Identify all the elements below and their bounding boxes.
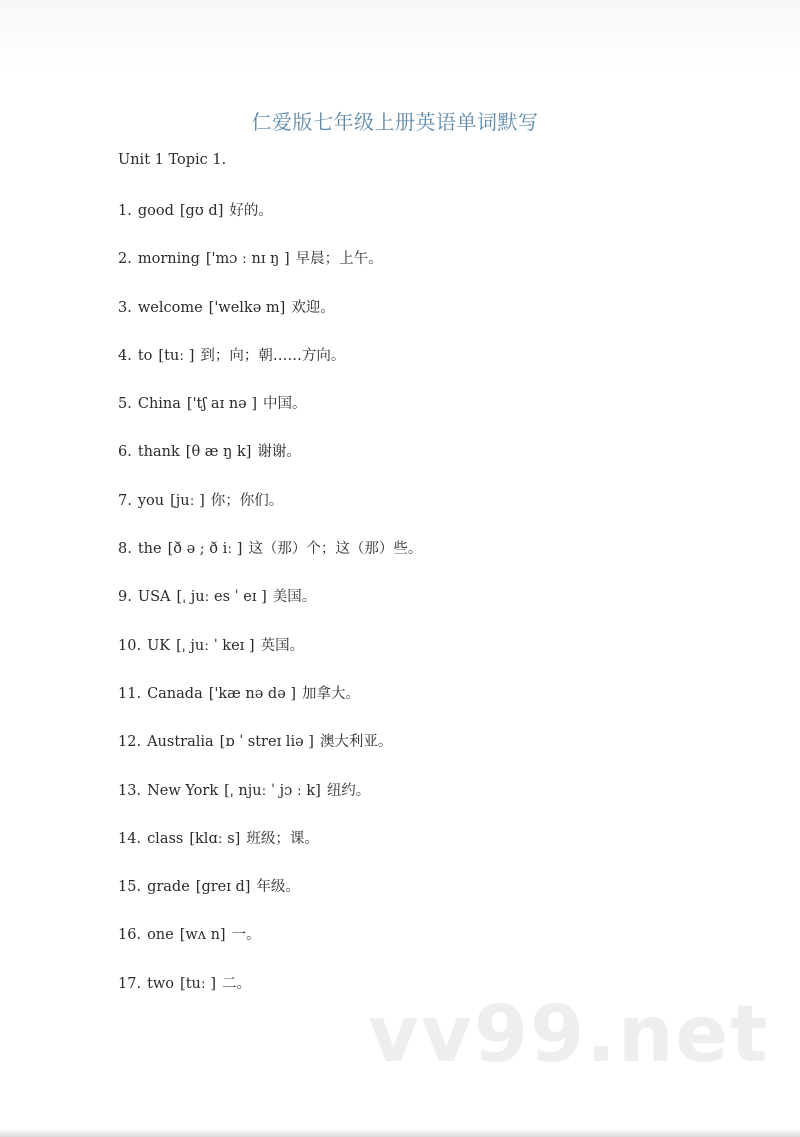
item-number: 9. — [118, 589, 132, 606]
item-meaning: 谢谢。 — [257, 444, 301, 461]
item-word: New York — [147, 782, 219, 799]
item-phonetic: ['kæ nə də ] — [208, 685, 297, 702]
item-meaning: 到；向；朝……方向。 — [200, 347, 346, 364]
item-word: one — [147, 927, 174, 944]
item-word: UK — [147, 637, 171, 654]
item-number: 3. — [118, 299, 132, 316]
vocab-item — [118, 297, 422, 345]
item-number: 7. — [118, 492, 132, 509]
item-number: 15. — [118, 879, 142, 896]
item-word: to — [137, 347, 153, 364]
item-phonetic: [klɑː s] — [189, 830, 241, 847]
item-word: thank — [137, 444, 180, 461]
item-word: morning — [137, 251, 200, 268]
page-bottom-shadow — [0, 1129, 800, 1137]
site-watermark: vv99.net — [368, 990, 770, 1080]
item-phonetic: [tuː ] — [158, 347, 195, 364]
item-meaning: 好的。 — [229, 203, 273, 219]
item-number: 1. — [118, 203, 132, 219]
item-word: welcome — [137, 299, 203, 316]
vocab-item — [118, 538, 422, 586]
vocab-item — [118, 345, 422, 393]
item-number: 11. — [118, 685, 142, 702]
vocab-item — [118, 441, 422, 489]
document-title: 仁爱版七年级上册英语单词默写 — [251, 110, 539, 134]
item-number: 5. — [118, 396, 132, 413]
item-number: 12. — [118, 734, 142, 751]
item-number: 8. — [118, 541, 132, 558]
item-phonetic: [ð ə ; ð iː ] — [167, 541, 243, 558]
item-phonetic: [ˌ juː ˈ keɪ ] — [176, 637, 255, 654]
item-number: 16. — [118, 927, 142, 944]
item-number: 17. — [118, 975, 142, 992]
item-phonetic: [juː ] — [170, 492, 205, 509]
item-meaning: 这（那）个；这（那）些。 — [248, 541, 423, 558]
item-meaning: 澳大利亚。 — [319, 734, 393, 751]
item-word: the — [137, 541, 162, 558]
item-number: 10. — [118, 637, 142, 654]
item-word: class — [147, 830, 184, 847]
item-number: 2. — [118, 251, 132, 268]
vocab-item — [118, 828, 422, 876]
item-word: Canada — [147, 685, 203, 702]
item-meaning: 美国。 — [272, 589, 317, 606]
item-phonetic: [greɪ d] — [195, 879, 251, 896]
item-meaning: 年级。 — [256, 879, 300, 896]
item-meaning: 早晨；上午。 — [295, 251, 383, 268]
vocab-item — [118, 248, 422, 296]
item-number: 13. — [118, 782, 142, 799]
vocab-item — [118, 731, 422, 779]
item-phonetic: [ˌ juː es ˈ eɪ ] — [176, 589, 267, 606]
item-meaning: 二。 — [222, 975, 252, 992]
item-meaning: 英国。 — [260, 637, 305, 654]
item-word: Australia — [147, 734, 214, 751]
item-phonetic: [tuː ] — [180, 975, 217, 992]
page-top-shadow — [0, 0, 800, 70]
unit-heading: Unit 1 Topic 1. — [118, 152, 227, 168]
item-phonetic: [ˌ njuː ˈ jɔ ː k] — [224, 782, 321, 799]
item-phonetic: [θ æ ŋ k] — [185, 444, 252, 461]
item-phonetic: ['tʃ aɪ nə ] — [186, 396, 257, 413]
item-word: you — [137, 492, 165, 509]
vocab-item — [118, 924, 422, 972]
item-meaning: 欢迎。 — [291, 299, 335, 316]
vocab-item — [118, 586, 422, 634]
item-number: 4. — [118, 347, 132, 364]
item-word: USA — [137, 589, 171, 606]
item-meaning: 加拿大。 — [302, 685, 361, 702]
item-phonetic: [gʊ d] — [179, 203, 224, 219]
item-meaning: 你；你们。 — [210, 492, 284, 509]
item-meaning: 纽约。 — [326, 782, 371, 799]
vocab-item — [118, 200, 422, 248]
item-phonetic: [ɒ ˈ streɪ liə ] — [219, 734, 314, 751]
item-number: 14. — [118, 830, 142, 847]
vocab-item — [118, 683, 422, 731]
item-meaning: 一。 — [231, 927, 261, 944]
item-meaning: 班级；课。 — [246, 830, 319, 847]
item-phonetic: ['mɔ ː nɪ ŋ ] — [205, 251, 290, 268]
item-number: 6. — [118, 444, 132, 461]
vocabulary-list — [118, 200, 422, 1021]
item-meaning: 中国。 — [263, 396, 307, 413]
item-phonetic: ['welkə m] — [208, 299, 286, 316]
item-word: two — [147, 975, 175, 992]
item-word: good — [137, 203, 174, 219]
item-phonetic: [wʌ n] — [179, 927, 226, 944]
item-word: China — [137, 396, 181, 413]
vocab-item — [118, 780, 422, 828]
vocab-item — [118, 876, 422, 924]
vocab-item — [118, 490, 422, 538]
item-word: grade — [147, 879, 190, 896]
vocab-item — [118, 393, 422, 441]
vocab-item — [118, 635, 422, 683]
